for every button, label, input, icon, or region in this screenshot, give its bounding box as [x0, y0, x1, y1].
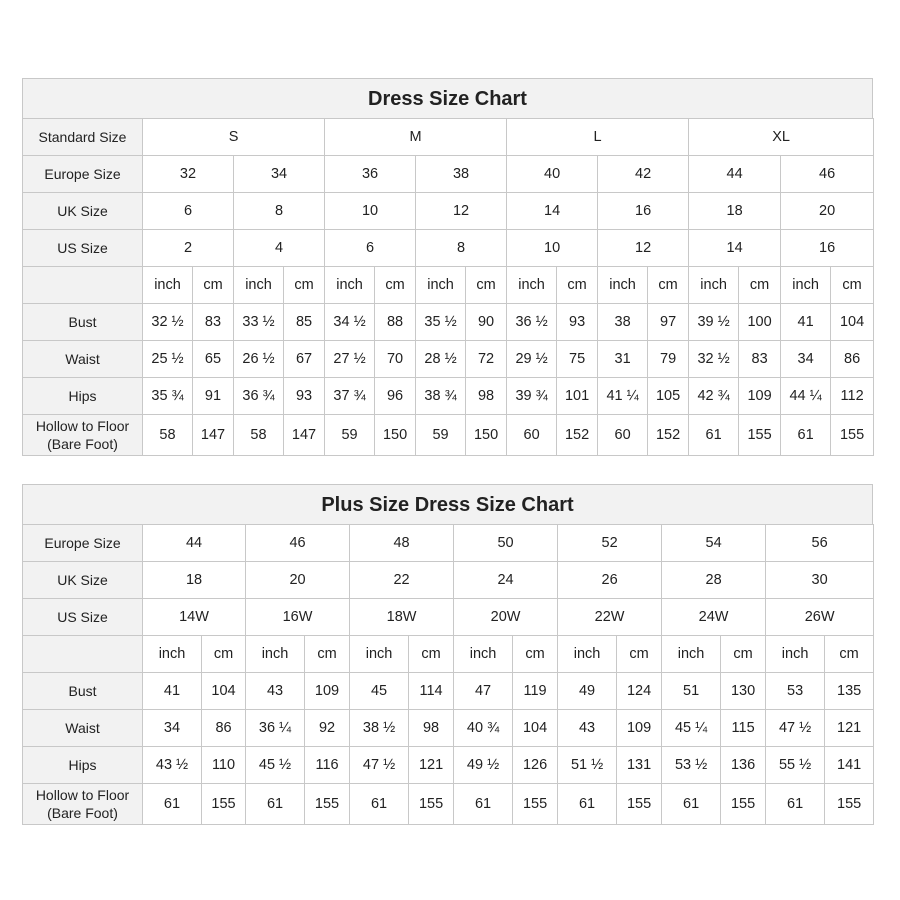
- size-cell: 42: [598, 156, 689, 193]
- measurement-cell: 34 ½: [325, 304, 375, 341]
- measurement-cell: 61: [246, 784, 305, 825]
- measurement-cell: 58: [143, 415, 193, 456]
- us-size-row: [23, 230, 874, 267]
- measurement-cell: 29 ½: [507, 341, 557, 378]
- measurement-cell: 104: [831, 304, 874, 341]
- unit-inch-cell: inch: [781, 267, 831, 304]
- measurement-cell: 53 ½: [662, 747, 721, 784]
- measurement-cell: 61: [454, 784, 513, 825]
- measurement-row: [23, 415, 874, 456]
- measurement-cell: 136: [721, 747, 766, 784]
- measurement-cell: 96: [375, 378, 416, 415]
- size-cell: 44: [689, 156, 781, 193]
- size-cell: 12: [416, 193, 507, 230]
- measurement-cell: 152: [557, 415, 598, 456]
- measurement-cell: 85: [284, 304, 325, 341]
- standard-size-cell: M: [325, 119, 507, 156]
- size-cell: 12: [598, 230, 689, 267]
- measurement-cell: 72: [466, 341, 507, 378]
- measurement-cell: 101: [557, 378, 598, 415]
- measurement-cell: 67: [284, 341, 325, 378]
- measurement-cell: 155: [305, 784, 350, 825]
- size-cell: 54: [662, 525, 766, 562]
- size-cell: 8: [234, 193, 325, 230]
- measurement-cell: 98: [466, 378, 507, 415]
- size-cell: 44: [143, 525, 246, 562]
- measurement-cell: 88: [375, 304, 416, 341]
- unit-inch-cell: inch: [246, 636, 305, 673]
- europe-size-row: [23, 156, 874, 193]
- measurement-cell: 65: [193, 341, 234, 378]
- uk-size-row: [23, 193, 874, 230]
- measurement-cell: 109: [305, 673, 350, 710]
- unit-cm-cell: cm: [557, 267, 598, 304]
- size-cell: 46: [246, 525, 350, 562]
- measurement-cell: 34: [781, 341, 831, 378]
- measurement-cell: 110: [202, 747, 246, 784]
- europe-size-row: [23, 525, 874, 562]
- measurement-cell: 60: [598, 415, 648, 456]
- size-cell: 28: [662, 562, 766, 599]
- size-cell: 34: [234, 156, 325, 193]
- measurement-cell: 31: [598, 341, 648, 378]
- unit-inch-cell: inch: [766, 636, 825, 673]
- size-cell: 18W: [350, 599, 454, 636]
- size-cell: 16W: [246, 599, 350, 636]
- measurement-row: [23, 784, 874, 825]
- row-label: Hollow to Floor (Bare Foot): [23, 784, 143, 825]
- measurement-cell: 155: [409, 784, 454, 825]
- unit-cm-cell: cm: [466, 267, 507, 304]
- unit-inch-cell: inch: [689, 267, 739, 304]
- unit-inch-cell: inch: [558, 636, 617, 673]
- unit-cm-cell: cm: [721, 636, 766, 673]
- measurement-cell: 47 ½: [766, 710, 825, 747]
- row-label: US Size: [23, 599, 143, 636]
- measurement-cell: 39 ¾: [507, 378, 557, 415]
- plus-chart-title: Plus Size Dress Size Chart: [22, 484, 873, 524]
- unit-cm-cell: cm: [202, 636, 246, 673]
- size-cell: 6: [143, 193, 234, 230]
- size-cell: 2: [143, 230, 234, 267]
- measurement-cell: 45 ¼: [662, 710, 721, 747]
- measurement-cell: 131: [617, 747, 662, 784]
- measurement-cell: 93: [284, 378, 325, 415]
- measurement-cell: 26 ½: [234, 341, 284, 378]
- size-cell: 52: [558, 525, 662, 562]
- measurement-cell: 41: [143, 673, 202, 710]
- measurement-cell: 49 ½: [454, 747, 513, 784]
- unit-cm-cell: cm: [648, 267, 689, 304]
- row-label: Europe Size: [23, 525, 143, 562]
- measurement-cell: 98: [409, 710, 454, 747]
- measurement-cell: 124: [617, 673, 662, 710]
- row-label: Hollow to Floor (Bare Foot): [23, 415, 143, 456]
- measurement-cell: 86: [202, 710, 246, 747]
- measurement-cell: 91: [193, 378, 234, 415]
- measurement-cell: 41 ¼: [598, 378, 648, 415]
- row-label: Bust: [23, 304, 143, 341]
- unit-cm-cell: cm: [193, 267, 234, 304]
- row-label: UK Size: [23, 562, 143, 599]
- measurement-cell: 35 ½: [416, 304, 466, 341]
- size-cell: 50: [454, 525, 558, 562]
- measurement-cell: 155: [513, 784, 558, 825]
- measurement-cell: 90: [466, 304, 507, 341]
- unit-cm-cell: cm: [375, 267, 416, 304]
- standard-size-table: [22, 118, 874, 456]
- plus-size-table: [22, 524, 874, 825]
- measurement-cell: 155: [202, 784, 246, 825]
- unit-inch-cell: inch: [143, 636, 202, 673]
- measurement-cell: 59: [416, 415, 466, 456]
- measurement-cell: 40 ¾: [454, 710, 513, 747]
- unit-label-blank: [23, 267, 143, 304]
- measurement-cell: 37 ¾: [325, 378, 375, 415]
- unit-cm-cell: cm: [409, 636, 454, 673]
- size-cell: 32: [143, 156, 234, 193]
- size-cell: 14: [689, 230, 781, 267]
- measurement-cell: 147: [193, 415, 234, 456]
- row-label: Waist: [23, 710, 143, 747]
- measurement-cell: 59: [325, 415, 375, 456]
- measurement-row: [23, 304, 874, 341]
- measurement-cell: 109: [617, 710, 662, 747]
- measurement-row: [23, 710, 874, 747]
- measurement-cell: 33 ½: [234, 304, 284, 341]
- measurement-cell: 38 ½: [350, 710, 409, 747]
- standard-size-cell: S: [143, 119, 325, 156]
- size-cell: 8: [416, 230, 507, 267]
- measurement-cell: 92: [305, 710, 350, 747]
- size-cell: 56: [766, 525, 874, 562]
- measurement-cell: 130: [721, 673, 766, 710]
- unit-inch-cell: inch: [350, 636, 409, 673]
- measurement-cell: 36 ¾: [234, 378, 284, 415]
- measurement-cell: 32 ½: [143, 304, 193, 341]
- size-cell: 20: [246, 562, 350, 599]
- measurement-cell: 97: [648, 304, 689, 341]
- measurement-cell: 83: [739, 341, 781, 378]
- measurement-cell: 126: [513, 747, 558, 784]
- row-label: Waist: [23, 341, 143, 378]
- measurement-cell: 25 ½: [143, 341, 193, 378]
- measurement-cell: 150: [466, 415, 507, 456]
- measurement-cell: 119: [513, 673, 558, 710]
- unit-label-blank: [23, 636, 143, 673]
- unit-cm-cell: cm: [305, 636, 350, 673]
- size-cell: 24: [454, 562, 558, 599]
- measurement-cell: 83: [193, 304, 234, 341]
- measurement-cell: 104: [202, 673, 246, 710]
- measurement-cell: 155: [825, 784, 874, 825]
- size-cell: 16: [781, 230, 874, 267]
- measurement-cell: 49: [558, 673, 617, 710]
- measurement-cell: 42 ¾: [689, 378, 739, 415]
- plus-size-chart: [22, 484, 873, 825]
- size-cell: 30: [766, 562, 874, 599]
- row-label: Standard Size: [23, 119, 143, 156]
- measurement-cell: 38 ¾: [416, 378, 466, 415]
- size-cell: 46: [781, 156, 874, 193]
- size-cell: 36: [325, 156, 416, 193]
- unit-row: [23, 267, 874, 304]
- size-cell: 22: [350, 562, 454, 599]
- measurement-cell: 93: [557, 304, 598, 341]
- measurement-row: [23, 378, 874, 415]
- measurement-cell: 61: [350, 784, 409, 825]
- size-cell: 24W: [662, 599, 766, 636]
- size-cell: 48: [350, 525, 454, 562]
- size-cell: 40: [507, 156, 598, 193]
- unit-cm-cell: cm: [825, 636, 874, 673]
- measurement-cell: 135: [825, 673, 874, 710]
- measurement-cell: 39 ½: [689, 304, 739, 341]
- measurement-row: [23, 673, 874, 710]
- measurement-cell: 121: [409, 747, 454, 784]
- unit-cm-cell: cm: [513, 636, 558, 673]
- unit-inch-cell: inch: [143, 267, 193, 304]
- measurement-cell: 105: [648, 378, 689, 415]
- size-cell: 18: [143, 562, 246, 599]
- measurement-cell: 60: [507, 415, 557, 456]
- measurement-cell: 38: [598, 304, 648, 341]
- measurement-cell: 116: [305, 747, 350, 784]
- unit-row: [23, 636, 874, 673]
- measurement-cell: 61: [766, 784, 825, 825]
- measurement-cell: 47 ½: [350, 747, 409, 784]
- size-cell: 14W: [143, 599, 246, 636]
- measurement-cell: 41: [781, 304, 831, 341]
- measurement-cell: 61: [558, 784, 617, 825]
- measurement-cell: 45: [350, 673, 409, 710]
- measurement-cell: 61: [781, 415, 831, 456]
- measurement-cell: 61: [689, 415, 739, 456]
- unit-inch-cell: inch: [416, 267, 466, 304]
- measurement-cell: 155: [831, 415, 874, 456]
- measurement-cell: 51 ½: [558, 747, 617, 784]
- measurement-cell: 75: [557, 341, 598, 378]
- measurement-cell: 32 ½: [689, 341, 739, 378]
- size-cell: 18: [689, 193, 781, 230]
- measurement-cell: 86: [831, 341, 874, 378]
- unit-inch-cell: inch: [234, 267, 284, 304]
- measurement-cell: 141: [825, 747, 874, 784]
- measurement-cell: 79: [648, 341, 689, 378]
- measurement-cell: 112: [831, 378, 874, 415]
- measurement-cell: 61: [662, 784, 721, 825]
- measurement-cell: 44 ¼: [781, 378, 831, 415]
- measurement-cell: 150: [375, 415, 416, 456]
- us-size-row: [23, 599, 874, 636]
- size-cell: 20W: [454, 599, 558, 636]
- row-label: Bust: [23, 673, 143, 710]
- row-label: UK Size: [23, 193, 143, 230]
- measurement-row: [23, 341, 874, 378]
- unit-inch-cell: inch: [454, 636, 513, 673]
- measurement-cell: 58: [234, 415, 284, 456]
- measurement-cell: 152: [648, 415, 689, 456]
- measurement-row: [23, 747, 874, 784]
- measurement-cell: 115: [721, 710, 766, 747]
- measurement-cell: 121: [825, 710, 874, 747]
- uk-size-row: [23, 562, 874, 599]
- measurement-cell: 34: [143, 710, 202, 747]
- measurement-cell: 36 ½: [507, 304, 557, 341]
- size-cell: 10: [507, 230, 598, 267]
- size-cell: 20: [781, 193, 874, 230]
- standard-size-cell: L: [507, 119, 689, 156]
- row-label: US Size: [23, 230, 143, 267]
- standard-size-row: [23, 119, 874, 156]
- measurement-cell: 109: [739, 378, 781, 415]
- row-label: Europe Size: [23, 156, 143, 193]
- standard-chart-title: Dress Size Chart: [22, 78, 873, 118]
- measurement-cell: 43 ½: [143, 747, 202, 784]
- measurement-cell: 147: [284, 415, 325, 456]
- unit-inch-cell: inch: [598, 267, 648, 304]
- unit-inch-cell: inch: [325, 267, 375, 304]
- measurement-cell: 53: [766, 673, 825, 710]
- measurement-cell: 45 ½: [246, 747, 305, 784]
- measurement-cell: 155: [617, 784, 662, 825]
- measurement-cell: 51: [662, 673, 721, 710]
- size-cell: 6: [325, 230, 416, 267]
- unit-cm-cell: cm: [284, 267, 325, 304]
- row-label: Hips: [23, 378, 143, 415]
- measurement-cell: 43: [558, 710, 617, 747]
- unit-cm-cell: cm: [831, 267, 874, 304]
- measurement-cell: 47: [454, 673, 513, 710]
- measurement-cell: 104: [513, 710, 558, 747]
- measurement-cell: 100: [739, 304, 781, 341]
- size-cell: 14: [507, 193, 598, 230]
- measurement-cell: 114: [409, 673, 454, 710]
- size-cell: 26: [558, 562, 662, 599]
- unit-cm-cell: cm: [739, 267, 781, 304]
- size-cell: 38: [416, 156, 507, 193]
- measurement-cell: 28 ½: [416, 341, 466, 378]
- measurement-cell: 36 ¼: [246, 710, 305, 747]
- measurement-cell: 70: [375, 341, 416, 378]
- unit-inch-cell: inch: [662, 636, 721, 673]
- measurement-cell: 43: [246, 673, 305, 710]
- measurement-cell: 155: [721, 784, 766, 825]
- measurement-cell: 27 ½: [325, 341, 375, 378]
- row-label: Hips: [23, 747, 143, 784]
- measurement-cell: 61: [143, 784, 202, 825]
- measurement-cell: 35 ¾: [143, 378, 193, 415]
- measurement-cell: 155: [739, 415, 781, 456]
- size-cell: 4: [234, 230, 325, 267]
- size-cell: 22W: [558, 599, 662, 636]
- size-cell: 16: [598, 193, 689, 230]
- size-cell: 10: [325, 193, 416, 230]
- standard-size-cell: XL: [689, 119, 874, 156]
- size-cell: 26W: [766, 599, 874, 636]
- measurement-cell: 55 ½: [766, 747, 825, 784]
- unit-cm-cell: cm: [617, 636, 662, 673]
- standard-size-chart: [22, 78, 873, 456]
- unit-inch-cell: inch: [507, 267, 557, 304]
